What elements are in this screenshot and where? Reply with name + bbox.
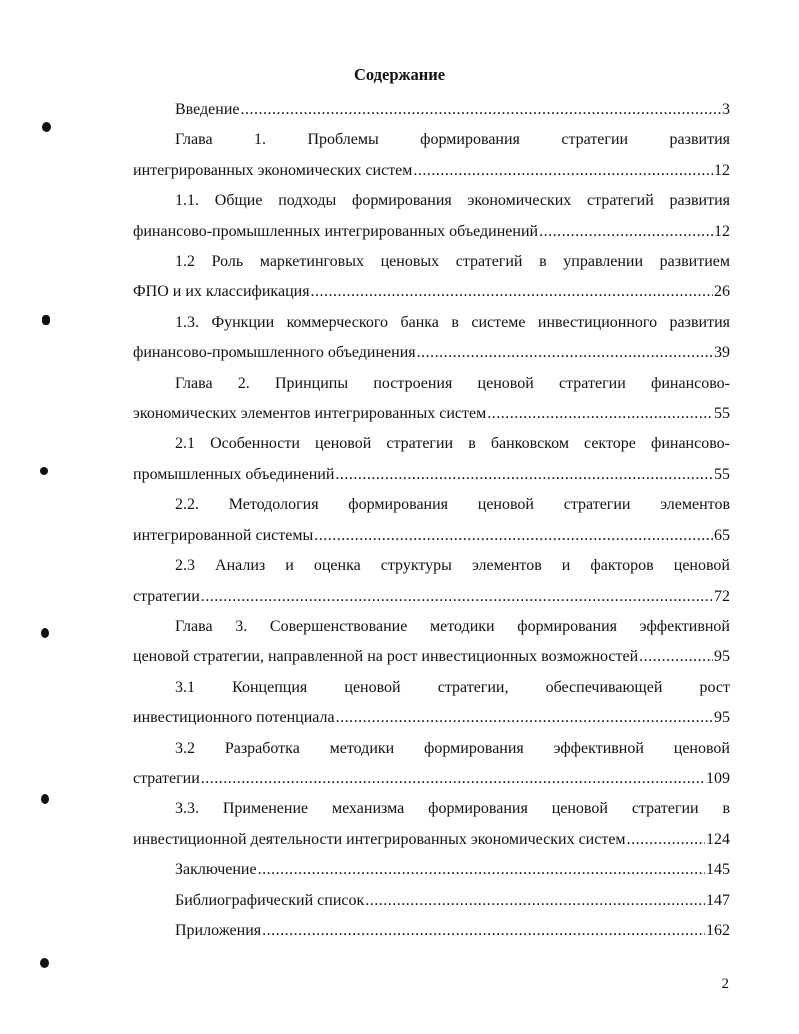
leader-dots: [201, 582, 713, 612]
toc-page-number: 109: [706, 769, 730, 787]
toc-page-number: 26: [714, 283, 730, 301]
toc-page-number: 12: [714, 222, 730, 240]
toc-entry-text-continued: экономических элементов интегрированных систем: [133, 405, 487, 423]
toc-entry-chapter-2: [133, 369, 730, 430]
toc-entry-text-continued: финансово-промышленных интегрированных объединений: [133, 222, 539, 240]
leader-dots: [258, 855, 705, 885]
toc-entry-appendices: [133, 916, 730, 946]
leader-dots: [417, 338, 713, 368]
binder-hole-mark: [42, 315, 50, 325]
page-title: Содержание: [353, 65, 446, 84]
toc-line: [133, 582, 730, 612]
leader-dots: [201, 764, 705, 794]
toc-entry-text: 2.2. Методология формирования ценовой стратегии элементов: [175, 496, 730, 514]
leader-dots: [335, 460, 713, 490]
toc-entry-section-2-1: [133, 429, 730, 490]
leader-dots: [314, 521, 713, 551]
toc-entry-text: Глава 2. Принципы построения ценовой стратегии финансово-: [175, 374, 730, 392]
toc-page-number: 145: [706, 861, 730, 879]
leader-dots: [627, 825, 705, 855]
toc-line: [133, 855, 730, 885]
toc-entry-section-1-3: [133, 308, 730, 369]
toc-line: [133, 217, 730, 247]
toc-entry-text-continued: ФПО и их классификация: [133, 283, 310, 301]
toc-line: [133, 460, 730, 490]
toc-entry-text-continued: инвестиционной деятельности интегрированных экономических систем: [133, 830, 626, 848]
toc-entry-text: 1.3. Функции коммерческого банка в системе инвестиционного развития: [175, 313, 730, 331]
toc-line: [133, 703, 730, 733]
toc-page-number: 55: [714, 465, 730, 483]
toc-entry-text-continued: промышленных объединений: [133, 465, 335, 483]
toc-page-number: 95: [714, 648, 730, 666]
toc-entry-text: 2.1 Особенности ценовой стратегии в банковском секторе финансово-: [175, 435, 730, 453]
binder-hole-mark: [40, 958, 49, 968]
toc-entry-text: Библиографический список: [175, 891, 365, 909]
toc-line: [133, 886, 730, 916]
toc-page-number: 147: [706, 891, 730, 909]
binder-hole-mark: [40, 467, 48, 475]
toc-line: [133, 338, 730, 368]
toc-entry-text: 2.3 Анализ и оценка структуры элементов и факторов ценовой: [175, 557, 730, 575]
toc-line: [133, 764, 730, 794]
toc-entry-section-2-2: [133, 490, 730, 551]
toc-entry-text: Введение: [175, 101, 240, 118]
toc-entry-text: 3.2 Разработка методики формирования эффективной ценовой: [175, 739, 730, 757]
toc-entry-text: 1.2 Роль маркетинговых ценовых стратегий в управлении развитием: [175, 253, 730, 271]
toc-entry-text: 3.3. Применение механизма формирования ценовой стратегии в: [175, 800, 730, 818]
toc-entry-introduction: [133, 95, 730, 125]
toc-entry-text-continued: интегрированных экономических систем: [133, 161, 413, 179]
leader-dots: [539, 217, 713, 247]
toc-page-number: 12: [714, 161, 730, 179]
toc-entry-section-3-2: [133, 734, 730, 795]
leader-dots: [487, 399, 713, 429]
toc-entry-text: Глава 3. Совершенствование методики формирования эффективной: [175, 617, 730, 635]
toc-line: [133, 156, 730, 186]
toc-page-number: 39: [714, 344, 730, 362]
toc-entry-text-continued: ценовой стратегии, направленной на рост инвестиционных возможностей: [133, 648, 639, 666]
toc-entry-section-2-3: [133, 551, 730, 612]
leader-dots: [365, 886, 705, 916]
toc-page-number: 95: [714, 709, 730, 727]
toc-entry-text: Заключение: [175, 861, 257, 879]
leader-dots: [336, 703, 713, 733]
leader-dots: [639, 642, 713, 672]
toc-entry-text-continued: стратегии: [133, 769, 200, 787]
toc-entry-conclusion: [133, 855, 730, 885]
toc-page-number: 72: [714, 587, 730, 605]
toc-page-number: 3: [722, 101, 730, 118]
toc-line: [133, 399, 730, 429]
page-number: 2: [721, 976, 729, 992]
toc-entry-chapter-3: [133, 612, 730, 673]
toc-line: [133, 521, 730, 551]
toc-entry-section-1-1: [133, 186, 730, 247]
table-of-contents: [133, 95, 730, 946]
leader-dots: [413, 156, 713, 186]
toc-entry-section-3-3: [133, 794, 730, 855]
toc-entry-text-continued: стратегии: [133, 587, 200, 605]
toc-entry-text: 1.1. Общие подходы формирования экономических стратегий развития: [175, 192, 730, 210]
toc-entry-text-continued: интегрированной системы: [133, 526, 314, 544]
toc-entry-text: Приложения: [175, 921, 262, 939]
toc-page-number: 124: [706, 830, 730, 848]
toc-entry-text-continued: инвестиционного потенциала: [133, 709, 335, 727]
toc-line: [133, 95, 730, 125]
toc-page-number: 65: [714, 526, 730, 544]
toc-page-number: 55: [714, 405, 730, 423]
toc-entry-section-1-2: [133, 247, 730, 308]
leader-dots: [262, 916, 705, 946]
binder-hole-mark: [41, 794, 49, 804]
toc-entry-text: Глава 1. Проблемы формирования стратегии развития: [175, 131, 730, 149]
toc-entry-chapter-1: [133, 125, 730, 186]
binder-hole-mark: [42, 122, 51, 132]
binder-hole-mark: [41, 628, 49, 638]
toc-line: [133, 825, 730, 855]
toc-entry-text: 3.1 Концепция ценовой стратегии, обеспечивающей рост: [175, 678, 730, 696]
toc-page-number: 162: [706, 921, 730, 939]
leader-dots: [311, 277, 713, 307]
leader-dots: [241, 95, 722, 125]
toc-entry-text-continued: финансово-промышленного объединения: [133, 344, 416, 362]
toc-entry-bibliography: [133, 886, 730, 916]
toc-entry-section-3-1: [133, 673, 730, 734]
toc-line: [133, 277, 730, 307]
toc-line: [133, 916, 730, 946]
toc-line: [133, 642, 730, 672]
